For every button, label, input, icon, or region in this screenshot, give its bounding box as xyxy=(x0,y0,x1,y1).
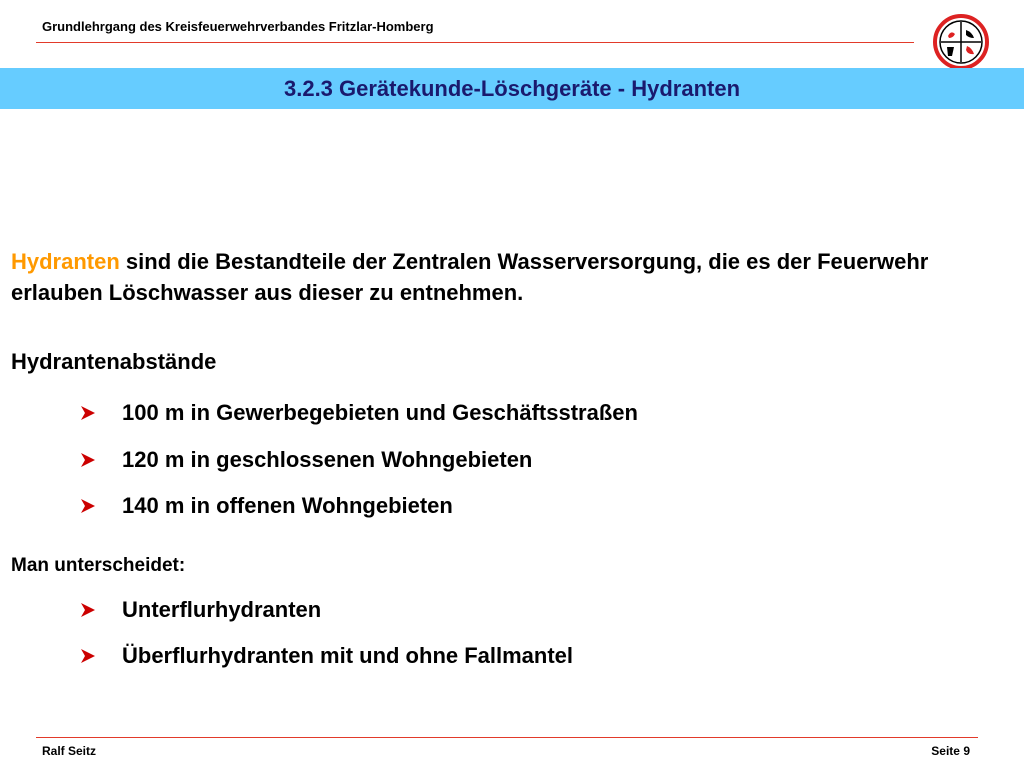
footer-rule xyxy=(36,737,978,738)
arrow-bullet-icon xyxy=(80,405,96,421)
list-item xyxy=(80,445,532,475)
arrow-bullet-icon xyxy=(80,648,96,664)
types-heading: Man unterscheidet: xyxy=(11,555,186,576)
list-item xyxy=(80,491,453,521)
list-item-label: 100 m in Gewerbegebieten und Geschäftsstraßen xyxy=(122,400,638,425)
list-item-label: Überflurhydranten mit und ohne Fallmantel xyxy=(122,643,574,668)
list-item-label: 140 m in offenen Wohngebieten xyxy=(122,493,453,518)
intro-paragraph xyxy=(11,246,1011,308)
list-item xyxy=(80,595,321,625)
list-item-label: Unterflurhydranten xyxy=(122,597,322,622)
footer-page-number: Seite 9 xyxy=(931,744,970,758)
intro-highlight: Hydranten xyxy=(11,249,120,274)
list-item xyxy=(80,641,573,671)
distances-heading: Hydrantenabstände xyxy=(11,349,217,374)
list-item xyxy=(80,398,638,428)
footer-author: Ralf Seitz xyxy=(42,744,97,758)
header-rule xyxy=(36,42,914,43)
fire-brigade-emblem-icon xyxy=(932,14,990,70)
header-organization: Grundlehrgang des Kreisfeuerwehrverbandes Fritzlar-Homberg xyxy=(42,19,434,34)
title-bar xyxy=(0,68,1024,109)
page-title: 3.2.3 Gerätekunde-Löschgeräte - Hydranten xyxy=(283,76,741,101)
arrow-bullet-icon xyxy=(80,602,96,618)
arrow-bullet-icon xyxy=(80,452,96,468)
arrow-bullet-icon xyxy=(80,498,96,514)
intro-text: sind die Bestandteile der Zentralen Wasserversorgung, die es der Feuerwehr erlauben Löschwasser aus dieser zu entnehmen. xyxy=(11,249,929,305)
list-item-label: 120 m in geschlossenen Wohngebieten xyxy=(122,447,533,472)
